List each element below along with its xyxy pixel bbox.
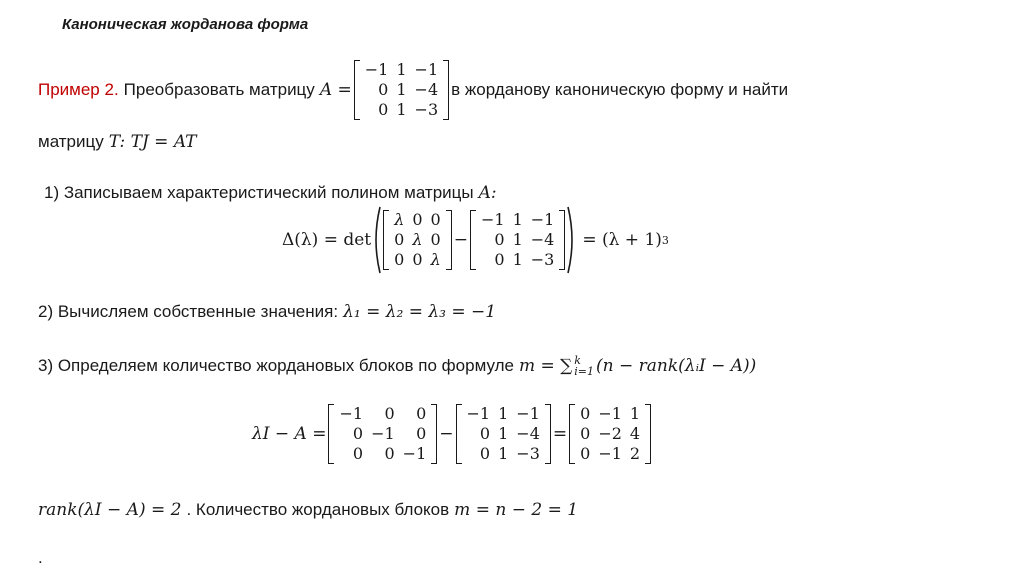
- matrix-cell-r2-c2: 1: [512, 230, 523, 249]
- char-rhs-power: 3: [661, 233, 669, 247]
- char-minus: −: [453, 230, 468, 250]
- example-label: Пример 2.: [38, 80, 119, 99]
- matrix-cell-r1-c2: −1: [598, 404, 622, 423]
- matrix-cell-r3-c3: 2: [629, 444, 641, 463]
- matrix-cell-r3-c3: −1: [402, 444, 427, 463]
- matrix-cell-r3-c1: 0: [479, 444, 491, 463]
- matrix-cell-r2-c3: −4: [414, 80, 439, 99]
- matrix-cell-r3-c2: 0: [384, 444, 395, 463]
- matrix-cell-r1-c3: −1: [516, 404, 540, 423]
- matrix-cell-r2-c3: 0: [430, 230, 441, 249]
- matrix-cell-r3-c1: 0: [394, 250, 405, 269]
- example-line-2: [38, 132, 197, 152]
- matrix-cell-r2-c1: 0: [394, 230, 405, 249]
- trailing-dot: .: [38, 548, 43, 567]
- matrix-a-2: [470, 210, 565, 270]
- matrix-cell-r1-c2: 0: [412, 210, 423, 229]
- matrix-cell-r1-c3: −1: [530, 210, 555, 229]
- left-paren: [371, 206, 381, 274]
- matrix-cell-r2-c1: 0: [352, 424, 364, 443]
- matrix-cell-r3-c3: −3: [530, 250, 555, 269]
- matrix-cell-r1-c2: 1: [396, 60, 407, 79]
- matrix-cell-r3-c2: 1: [498, 444, 509, 463]
- matrix-cell-r3-c3: λ: [430, 250, 441, 269]
- example-text-after: в жорданову каноническую форму и найти: [451, 80, 789, 99]
- sum-upper: k: [574, 354, 581, 367]
- right-paren: [567, 206, 577, 274]
- matrix-cell-r3-c1: 0: [352, 444, 364, 463]
- minus-identity-matrix: [328, 404, 437, 464]
- example-line2-text: матрицу: [38, 132, 104, 151]
- matrix-cell-r3-c1: 0: [580, 444, 591, 463]
- lambda-i-minus-a-equation: [252, 404, 653, 464]
- matrix-cell-r3-c1: 0: [378, 100, 389, 119]
- rank-line: [38, 500, 578, 520]
- matrix-cell-r1-c2: 0: [384, 404, 395, 423]
- matrix-cell-r3-c3: −3: [414, 100, 439, 119]
- matrix-cell-r1-c1: −1: [480, 210, 505, 229]
- matrix-cell-r2-c3: 4: [629, 424, 641, 443]
- matrix-cell-r1-c1: −1: [364, 60, 389, 79]
- matrix-cell-r3-c2: 1: [396, 100, 407, 119]
- step3-line: [38, 355, 756, 377]
- step3-math-right: (n − rank(λᵢI − A)): [596, 356, 757, 376]
- page-title: Каноническая жорданова форма: [62, 16, 309, 33]
- matrix-cell-r2-c2: 1: [396, 80, 407, 99]
- eq-lhs: λI − A =: [252, 424, 327, 444]
- matrix-cell-r2-c3: −4: [530, 230, 555, 249]
- eq-minus: −: [439, 424, 454, 444]
- matrix-cell-r2-c2: −1: [371, 424, 395, 443]
- result-matrix: [569, 404, 651, 464]
- matrix-a: [354, 60, 449, 120]
- example-line: [38, 60, 788, 120]
- step2-math: λ₁ = λ₂ = λ₃ = −1: [343, 302, 497, 322]
- rank-math-2: m = n − 2 = 1: [454, 500, 579, 520]
- matrix-cell-r3-c1: 0: [494, 250, 505, 269]
- matrix-a-3: [456, 404, 551, 464]
- step2-line: [38, 302, 496, 322]
- char-polynomial: [282, 206, 669, 274]
- rank-text: . Количество жордановых блоков: [186, 500, 450, 519]
- matrix-cell-r3-c2: 1: [512, 250, 523, 269]
- matrix-cell-r1-c1: λ: [394, 210, 405, 229]
- matrix-cell-r3-c2: 0: [412, 250, 423, 269]
- eq-equals: =: [552, 424, 568, 444]
- matrix-cell-r2-c2: 1: [498, 424, 509, 443]
- step1-var: A:: [478, 183, 497, 203]
- step3-text: 3) Определяем количество жордановых блоков по формуле: [38, 356, 514, 375]
- example-var: A =: [319, 80, 352, 100]
- matrix-cell-r2-c3: −4: [516, 424, 540, 443]
- matrix-cell-r1-c2: 1: [498, 404, 509, 423]
- rank-math: rank(λI − A) = 2: [38, 500, 182, 520]
- step1-text: 1) Записываем характеристический полином матрицы: [44, 183, 474, 202]
- sum-lower: i=1: [574, 365, 595, 378]
- matrix-cell-r1-c1: −1: [466, 404, 491, 423]
- step1-line: [44, 183, 497, 203]
- matrix-cell-r3-c3: −3: [516, 444, 540, 463]
- matrix-cell-r1-c3: −1: [414, 60, 439, 79]
- matrix-cell-r1-c3: 0: [430, 210, 441, 229]
- matrix-cell-r2-c1: 0: [580, 424, 591, 443]
- matrix-cell-r2-c1: 0: [479, 424, 491, 443]
- char-rhs: = (λ + 1): [582, 230, 662, 250]
- matrix-cell-r2-c1: 0: [378, 80, 389, 99]
- step3-math-left: m = ∑: [518, 356, 573, 376]
- matrix-cell-r3-c2: −1: [598, 444, 622, 463]
- matrix-cell-r2-c1: 0: [494, 230, 505, 249]
- matrix-cell-r1-c1: −1: [339, 404, 364, 423]
- matrix-cell-r1-c3: 0: [416, 404, 427, 423]
- example-line2-math: T: TJ = AT: [108, 132, 197, 152]
- matrix-cell-r1-c1: 0: [580, 404, 591, 423]
- matrix-cell-r1-c2: 1: [512, 210, 523, 229]
- step2-text: 2) Вычисляем собственные значения:: [38, 302, 339, 321]
- matrix-cell-r2-c2: −2: [598, 424, 622, 443]
- char-lhs: Δ(λ) = det: [282, 230, 372, 250]
- example-text: Преобразовать матрицу: [123, 80, 315, 99]
- matrix-cell-r1-c3: 1: [629, 404, 641, 423]
- matrix-cell-r2-c2: λ: [412, 230, 423, 249]
- matrix-cell-r2-c3: 0: [416, 424, 427, 443]
- lambda-matrix: [383, 210, 452, 270]
